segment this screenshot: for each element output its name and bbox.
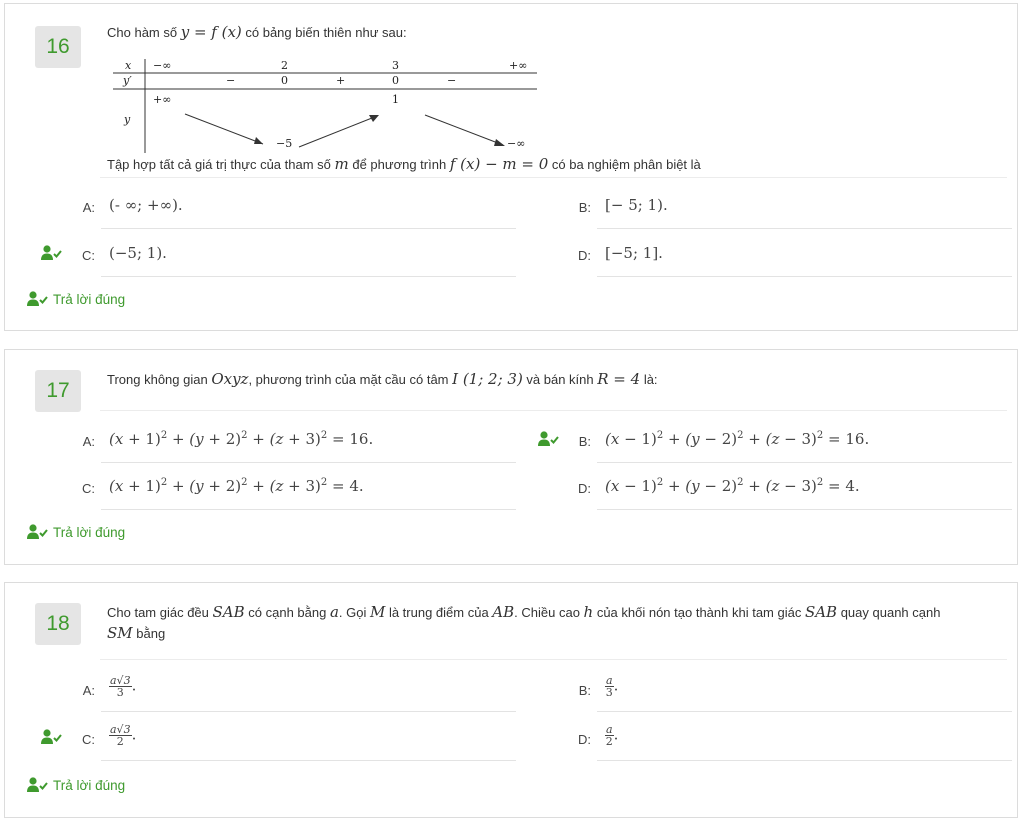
table-y-label: y xyxy=(124,113,131,126)
question-text: Cho hàm số y = f (x) có bảng biến thiên như sau: xyxy=(107,23,407,41)
user-check-icon xyxy=(538,431,560,447)
table-x-value: 3 xyxy=(392,59,399,72)
user-check-icon xyxy=(41,245,63,261)
user-check-icon xyxy=(27,777,49,793)
table-y-value: −5 xyxy=(276,137,293,150)
option-b[interactable]: B: $(x - 1)^2 + (y - 2)^2 + (z - 3)^2 = 16$. xyxy=(571,428,1021,456)
user-check-icon xyxy=(27,524,49,540)
option-a[interactable]: A: $\frac{a√3}{3}$ . xyxy=(75,677,525,705)
option-d[interactable]: D: [−5; 1]. xyxy=(571,242,1021,270)
question-text: Cho tam giác đều SAB có cạnh bằng a. Gọi M là trung điểm của AB. Chiều cao h của khối nón tạo thành khi tam giác SAB quay quanh cạnh SM bằng xyxy=(107,603,941,642)
question-card-18 xyxy=(4,582,1018,818)
question-text: Trong không gian Oxyz, phương trình của mặt cầu có tâm I (1; 2; 3) và bán kính R = 4 là: xyxy=(107,370,658,388)
table-x-label: x xyxy=(125,59,132,72)
question-number: 18 xyxy=(35,603,81,645)
answer-result: Trả lời đúng xyxy=(27,777,125,793)
option-a[interactable]: A: $(x + 1)^2 + (y + 2)^2 + (z + 3)^2 = 16$. xyxy=(75,428,525,456)
table-sign: 0 xyxy=(392,74,399,87)
table-sign: − xyxy=(226,74,236,87)
table-x-value: 2 xyxy=(281,59,288,72)
table-y-value: +∞ xyxy=(153,93,172,106)
option-a[interactable]: A: (- ∞; +∞). xyxy=(75,194,525,222)
option-d[interactable]: D: $\frac{a}{2}$ . xyxy=(571,726,1021,754)
user-check-icon xyxy=(41,729,63,745)
option-c[interactable]: C: (−5; 1). xyxy=(75,242,525,270)
question-card-17 xyxy=(4,349,1018,565)
table-y-value: 1 xyxy=(392,93,399,106)
answer-result: Trả lời đúng xyxy=(27,291,125,307)
table-sign: − xyxy=(447,74,457,87)
table-yprime-label: y′ xyxy=(123,74,132,87)
table-sign: 0 xyxy=(281,74,288,87)
table-sign: + xyxy=(336,74,346,87)
user-check-icon xyxy=(27,291,49,307)
option-c[interactable]: C: $\frac{a√3}{2}$ . xyxy=(75,726,525,754)
question-number: 16 xyxy=(35,26,81,68)
option-c[interactable]: C: $(x + 1)^2 + (y + 2)^2 + (z + 3)^2 = 4$. xyxy=(75,475,525,503)
question-followup: Tập hợp tất cả giá trị thực của tham số m để phương trình f (x) − m = 0 có ba nghiệm phân biệt là xyxy=(107,155,701,173)
option-b[interactable]: B: [− 5; 1). xyxy=(571,194,1021,222)
table-y-value: −∞ xyxy=(507,137,526,150)
answer-result: Trả lời đúng xyxy=(27,524,125,540)
question-card-16 xyxy=(4,3,1018,331)
table-x-value: −∞ xyxy=(153,59,172,72)
variation-table xyxy=(113,59,537,153)
option-d[interactable]: D: $(x - 1)^2 + (y - 2)^2 + (z - 3)^2 = 4$. xyxy=(571,475,1021,503)
question-number: 17 xyxy=(35,370,81,412)
option-b[interactable]: B: $\frac{a}{3}$ . xyxy=(571,677,1021,705)
table-x-value: +∞ xyxy=(509,59,528,72)
